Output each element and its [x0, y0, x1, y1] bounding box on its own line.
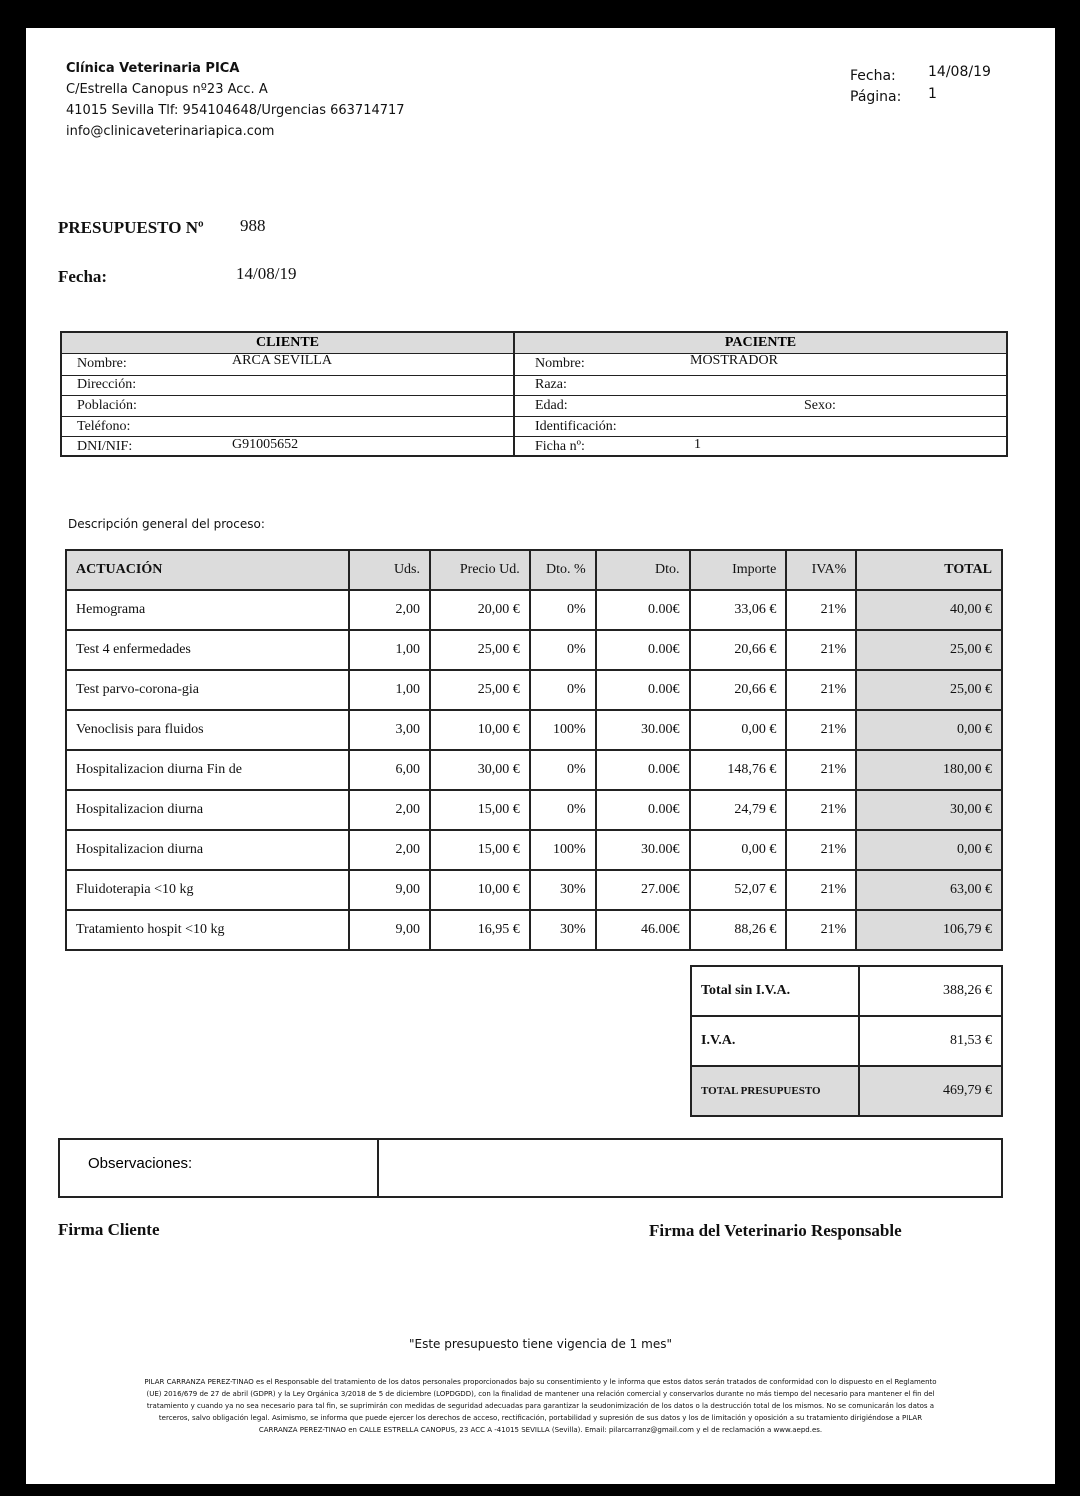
row-divider	[62, 416, 1006, 417]
cliente-dni-value: G91005652	[232, 437, 299, 452]
cell-precio: 20,00 €	[430, 590, 530, 630]
cell-dto: 30.00€	[596, 830, 690, 870]
cell-importe: 0,00 €	[690, 710, 787, 750]
cell-dto-pct: 30%	[530, 870, 596, 910]
descripcion-label: Descripción general del proceso:	[68, 517, 265, 531]
cell-dto-pct: 0%	[530, 590, 596, 630]
table-row	[66, 750, 1002, 790]
total-presupuesto-row	[691, 1066, 1002, 1116]
cell-actuacion: Fluidoterapia <10 kg	[66, 870, 349, 910]
total-presupuesto-label: TOTAL PRESUPUESTO	[691, 1066, 859, 1116]
row-divider	[62, 375, 1006, 376]
paciente-nombre-value: MOSTRADOR	[690, 353, 778, 368]
cell-uds: 6,00	[349, 750, 430, 790]
cell-dto-pct: 0%	[530, 790, 596, 830]
cell-importe: 24,79 €	[690, 790, 787, 830]
table-row	[66, 830, 1002, 870]
cell-uds: 3,00	[349, 710, 430, 750]
cell-iva: 21%	[786, 710, 856, 750]
header-total: TOTAL	[856, 550, 1002, 590]
cell-importe: 20,66 €	[690, 670, 787, 710]
paciente-header: PACIENTE	[515, 333, 1006, 353]
client-patient-table	[60, 331, 1008, 457]
vigencia-note: "Este presupuesto tiene vigencia de 1 mes"	[409, 1337, 672, 1351]
cell-total: 40,00 €	[856, 590, 1002, 630]
cell-importe: 20,66 €	[690, 630, 787, 670]
header-dto: Dto.	[596, 550, 690, 590]
cell-precio: 10,00 €	[430, 870, 530, 910]
clinic-address: C/Estrella Canopus nº23 Acc. A	[66, 82, 268, 97]
cell-dto: 30.00€	[596, 710, 690, 750]
paciente-ficha-label: Ficha nº:	[535, 439, 585, 454]
cell-total: 63,00 €	[856, 870, 1002, 910]
cell-importe: 33,06 €	[690, 590, 787, 630]
cell-iva: 21%	[786, 790, 856, 830]
firma-cliente: Firma Cliente	[58, 1220, 160, 1239]
cell-total: 25,00 €	[856, 630, 1002, 670]
cliente-nombre-value: ARCA SEVILLA	[232, 353, 332, 368]
row-divider	[62, 436, 1006, 437]
cell-uds: 2,00	[349, 590, 430, 630]
legal-notice	[136, 1376, 945, 1436]
row-divider	[62, 353, 1006, 354]
total-sin-iva-row	[691, 966, 1002, 1016]
header-pagina-label: Página:	[850, 89, 902, 105]
legal-line: (UE) 2016/679 de 27 de abril (GDPR) y la Ley Orgánica 3/2018 de 5 de diciembre (LOPDGDD), con la finalidad de mantener una relación comercial y conservarlos durante no más tiempo del necesario para mantener el fin del	[146, 1390, 935, 1398]
iva-row	[691, 1016, 1002, 1066]
paciente-raza-label: Raza:	[535, 377, 567, 392]
cell-importe: 52,07 €	[690, 870, 787, 910]
cell-iva: 21%	[786, 670, 856, 710]
cliente-telefono-label: Teléfono:	[77, 419, 131, 434]
paciente-identificacion-label: Identificación:	[535, 419, 617, 434]
table-row	[66, 910, 1002, 950]
table-row	[66, 630, 1002, 670]
total-sin-iva-label: Total sin I.V.A.	[691, 966, 859, 1016]
cell-iva: 21%	[786, 830, 856, 870]
cell-precio: 25,00 €	[430, 670, 530, 710]
table-row	[66, 710, 1002, 750]
cell-dto: 0.00€	[596, 590, 690, 630]
cell-dto-pct: 100%	[530, 830, 596, 870]
cell-precio: 30,00 €	[430, 750, 530, 790]
presupuesto-number: 988	[240, 216, 266, 235]
cell-total: 25,00 €	[856, 670, 1002, 710]
cell-actuacion: Test 4 enfermedades	[66, 630, 349, 670]
firma-veterinario: Firma del Veterinario Responsable	[649, 1221, 902, 1240]
items-header-row	[66, 550, 1002, 590]
cell-iva: 21%	[786, 630, 856, 670]
cell-dto-pct: 0%	[530, 670, 596, 710]
cell-total: 180,00 €	[856, 750, 1002, 790]
clinic-email: info@clinicaveterinariapica.com	[66, 124, 275, 139]
header-fecha-label: Fecha:	[850, 68, 896, 84]
legal-line: CARRANZA PEREZ-TINAO en CALLE ESTRELLA CANOPUS, 23 ACC A -41015 SEVILLA (Sevilla). Email: pilarcarranz@gmail.com y el de reclamación a www.aepd.es.	[258, 1426, 823, 1434]
cell-actuacion: Venoclisis para fluidos	[66, 710, 349, 750]
header-uds: Uds.	[349, 550, 430, 590]
cell-total: 30,00 €	[856, 790, 1002, 830]
cliente-poblacion-label: Población:	[77, 398, 137, 413]
cell-precio: 25,00 €	[430, 630, 530, 670]
items-table	[65, 549, 1003, 951]
cell-dto-pct: 100%	[530, 710, 596, 750]
iva-label: I.V.A.	[691, 1016, 859, 1066]
presupuesto-fecha-value: 14/08/19	[236, 264, 297, 283]
cliente-header: CLIENTE	[62, 333, 513, 353]
cell-dto-pct: 0%	[530, 750, 596, 790]
cell-iva: 21%	[786, 910, 856, 950]
header-actuacion: ACTUACIÓN	[66, 550, 349, 590]
cliente-direccion-label: Dirección:	[77, 377, 137, 392]
clinic-info	[66, 58, 405, 142]
legal-line: tratamiento y cuando ya no sea necesario para tal fin, se suprimirán con medidas de seguridad adecuadas para garantizar la seudonimización de los datos o la destrucción total de los mismos. No se comunicarán los datos a	[146, 1402, 935, 1410]
cell-precio: 16,95 €	[430, 910, 530, 950]
cell-dto: 0.00€	[596, 750, 690, 790]
header-iva: IVA%	[786, 550, 856, 590]
totals-table	[690, 965, 1003, 1117]
table-row	[66, 870, 1002, 910]
cell-total: 106,79 €	[856, 910, 1002, 950]
cell-uds: 2,00	[349, 830, 430, 870]
header-pagina-value: 1	[928, 86, 937, 102]
cell-uds: 2,00	[349, 790, 430, 830]
clinic-name: Clínica Veterinaria PICA	[66, 61, 240, 76]
cell-actuacion: Hospitalizacion diurna	[66, 830, 349, 870]
cell-precio: 15,00 €	[430, 790, 530, 830]
legal-line: PILAR CARRANZA PEREZ-TINAO es el Responsable del tratamiento de los datos personales proporcionados bajo su consentimiento y le informa que estos datos serán tratados de conformidad con lo dispuesto en el Reglamento	[144, 1378, 937, 1386]
table-row	[66, 590, 1002, 630]
cell-iva: 21%	[786, 870, 856, 910]
cell-dto-pct: 30%	[530, 910, 596, 950]
cell-total: 0,00 €	[856, 710, 1002, 750]
cell-importe: 88,26 €	[690, 910, 787, 950]
cell-iva: 21%	[786, 750, 856, 790]
header-fecha-value: 14/08/19	[928, 64, 991, 80]
cell-actuacion: Hospitalizacion diurna Fin de	[66, 750, 349, 790]
cell-uds: 9,00	[349, 910, 430, 950]
header-importe: Importe	[690, 550, 787, 590]
header-precio: Precio Ud.	[430, 550, 530, 590]
cell-uds: 1,00	[349, 670, 430, 710]
paciente-edad-label: Edad:	[535, 398, 568, 413]
legal-line: terceros, salvo obligación legal. Asimismo, se informa que puede ejercer los derechos de acceso, rectificación, portabilidad y supresión de sus datos y los de limitación y oposición a su tratamiento dirigiéndose a PILAR	[158, 1414, 923, 1422]
cell-importe: 0,00 €	[690, 830, 787, 870]
cell-actuacion: Test parvo-corona-gia	[66, 670, 349, 710]
cell-dto: 0.00€	[596, 790, 690, 830]
table-row	[66, 670, 1002, 710]
cell-total: 0,00 €	[856, 830, 1002, 870]
cell-actuacion: Hemograma	[66, 590, 349, 630]
document-page	[26, 28, 1055, 1484]
presupuesto-label: PRESUPUESTO Nº	[58, 218, 204, 237]
presupuesto-fecha-label: Fecha:	[58, 267, 108, 286]
paciente-ficha-value: 1	[694, 437, 701, 452]
table-row	[66, 790, 1002, 830]
observaciones-divider	[377, 1138, 379, 1196]
cell-actuacion: Hospitalizacion diurna	[66, 790, 349, 830]
observaciones-box	[58, 1138, 1003, 1198]
cell-dto: 0.00€	[596, 670, 690, 710]
cell-dto-pct: 0%	[530, 630, 596, 670]
cliente-dni-label: DNI/NIF:	[77, 439, 133, 454]
header-dto-pct: Dto. %	[530, 550, 596, 590]
clinic-city-phone: 41015 Sevilla Tlf: 954104648/Urgencias 663714717	[66, 103, 405, 118]
observaciones-label: Observaciones:	[88, 1155, 193, 1172]
cell-uds: 9,00	[349, 870, 430, 910]
iva-value: 81,53 €	[859, 1016, 1002, 1066]
cell-dto: 46.00€	[596, 910, 690, 950]
cell-actuacion: Tratamiento hospit <10 kg	[66, 910, 349, 950]
cell-precio: 10,00 €	[430, 710, 530, 750]
cell-uds: 1,00	[349, 630, 430, 670]
cell-dto: 27.00€	[596, 870, 690, 910]
paciente-nombre-label: Nombre:	[535, 356, 585, 371]
cell-precio: 15,00 €	[430, 830, 530, 870]
paciente-sexo-label: Sexo:	[804, 398, 836, 413]
cell-dto: 0.00€	[596, 630, 690, 670]
cell-importe: 148,76 €	[690, 750, 787, 790]
cliente-nombre-label: Nombre:	[77, 356, 127, 371]
row-divider	[62, 395, 1006, 396]
cell-iva: 21%	[786, 590, 856, 630]
total-presupuesto-value: 469,79 €	[859, 1066, 1002, 1116]
total-sin-iva-value: 388,26 €	[859, 966, 1002, 1016]
